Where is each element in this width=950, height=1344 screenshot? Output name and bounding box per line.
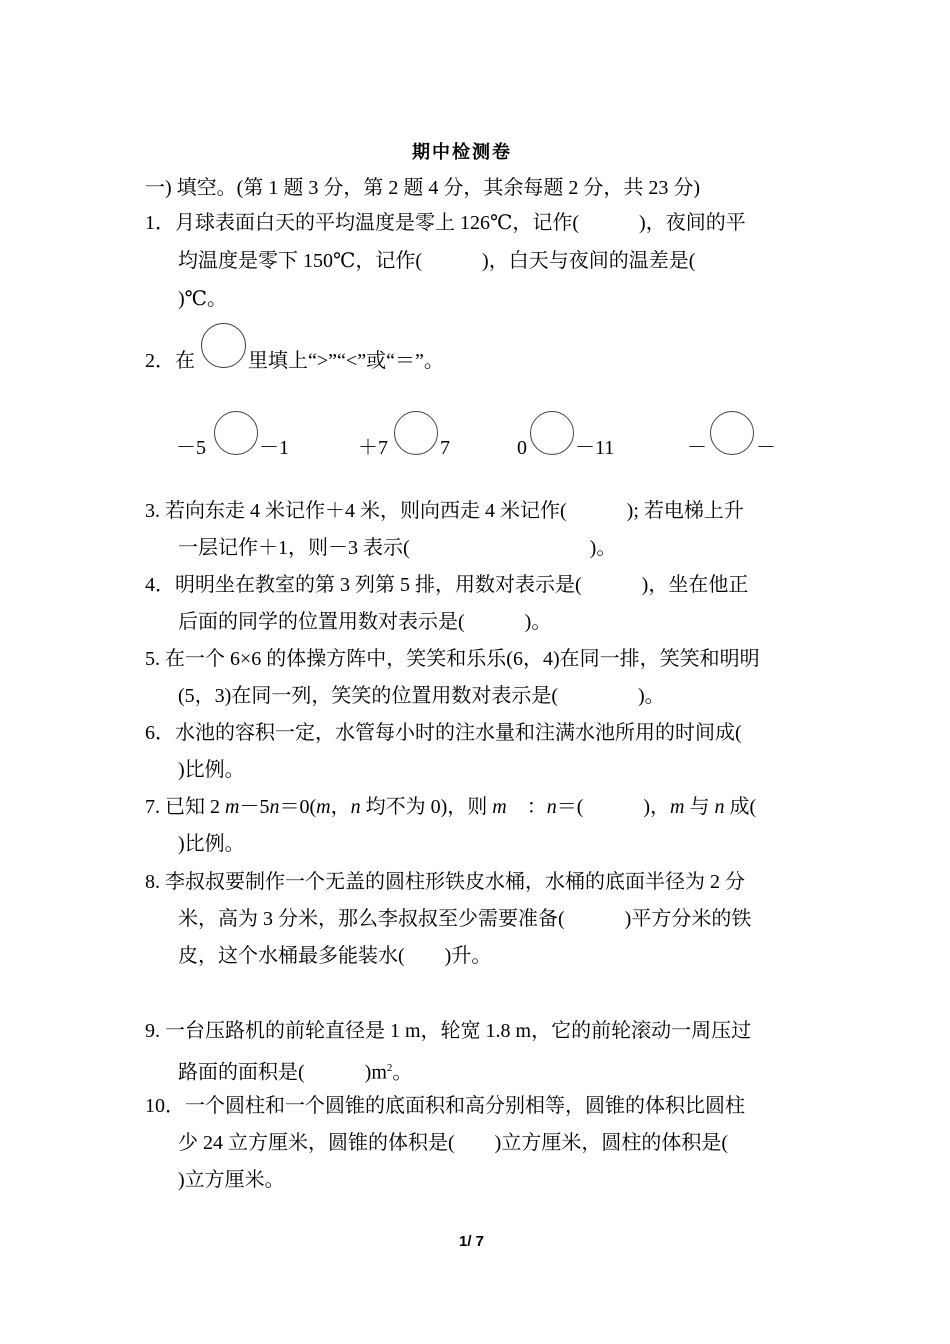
q5-line-2: (5，3)在同一列，笑笑的位置用数对表示是( )。 — [178, 685, 665, 707]
compare-right: 7 — [440, 437, 450, 459]
compare-left: 0 — [517, 437, 527, 459]
q7-line-2: )比例。 — [178, 833, 245, 855]
q5-line-1: 5. 在一个 6×6 的体操方阵中，笑笑和乐乐(6，4)在同一排，笑笑和明明 — [145, 648, 760, 670]
q10-line-3: )立方厘米。 — [178, 1169, 285, 1191]
q3-line-1: 3. 若向东走 4 米记作＋4 米，则向西走 4 米记作( ); 若电梯上升 — [145, 500, 744, 522]
q1-line-2: 均温度是零下 150℃，记作( )，白天与夜间的温差是( — [178, 250, 696, 272]
page-title: 期中检测卷 — [412, 142, 512, 162]
q8-line-3: 皮，这个水桶最多能装水( )升。 — [178, 945, 492, 967]
q3-line-2: 一层记作＋1，则－3 表示( )。 — [178, 537, 617, 559]
q9-line-1: 9. 一台压路机的前轮直径是 1 m，轮宽 1.8 m，它的前轮滚动一周压过 — [145, 1020, 752, 1042]
q2-number: 2．在 — [145, 350, 195, 372]
answer-circle-icon — [201, 323, 246, 368]
compare-circle-3[interactable] — [530, 411, 574, 455]
q4-line-2: 后面的同学的位置用数对表示是( )。 — [178, 611, 552, 633]
compare-left: ＋7 — [358, 437, 388, 459]
compare-right: － — [756, 437, 776, 459]
compare-right: －11 — [575, 437, 615, 459]
q6-line-2: )比例。 — [178, 759, 245, 781]
q10-line-2: 少 24 立方厘米，圆锥的体积是( )立方厘米，圆柱的体积是( — [178, 1132, 728, 1154]
q8-line-2: 米，高为 3 分米，那么李叔叔至少需要准备( )平方分米的铁 — [178, 908, 752, 930]
q4-line-1: 4．明明坐在教室的第 3 列第 5 排，用数对表示是( )，坐在他正 — [145, 574, 749, 596]
q2-instruction: 里填上“>”“<”或“＝”。 — [248, 350, 444, 372]
page-number: 1/ 7 — [459, 1233, 485, 1250]
compare-left: － — [687, 437, 707, 459]
compare-left: －5 — [176, 437, 206, 459]
q7-line-1: 7. 已知 2 m－5n＝0(m，n 均不为 0)，则 m ：n＝( )，m 与 n 成( — [145, 796, 757, 818]
compare-right: －1 — [259, 437, 289, 459]
q8-line-1: 8. 李叔叔要制作一个无盖的圆柱形铁皮水桶，水桶的底面半径为 2 分 — [145, 871, 745, 893]
compare-circle-4[interactable] — [710, 411, 754, 455]
q1-line-1: 1．月球表面白天的平均温度是零上 126℃，记作( )，夜间的平 — [145, 212, 746, 234]
q1-line-3: )℃。 — [178, 288, 228, 310]
compare-circle-2[interactable] — [394, 411, 438, 455]
q9-line-2: 路面的面积是( )$m^2$。 — [178, 1061, 413, 1084]
q10-line-1: 10．一个圆柱和一个圆锥的底面积和高分别相等，圆锥的体积比圆柱 — [145, 1095, 745, 1117]
section-heading: 一) 填空。(第 1 题 3 分，第 2 题 4 分，其余每题 2 分，共 23 分) — [145, 177, 700, 199]
compare-circle-1[interactable] — [214, 411, 258, 455]
q6-line-1: 6．水池的容积一定，水管每小时的注水量和注满水池所用的时间成( — [145, 722, 742, 744]
